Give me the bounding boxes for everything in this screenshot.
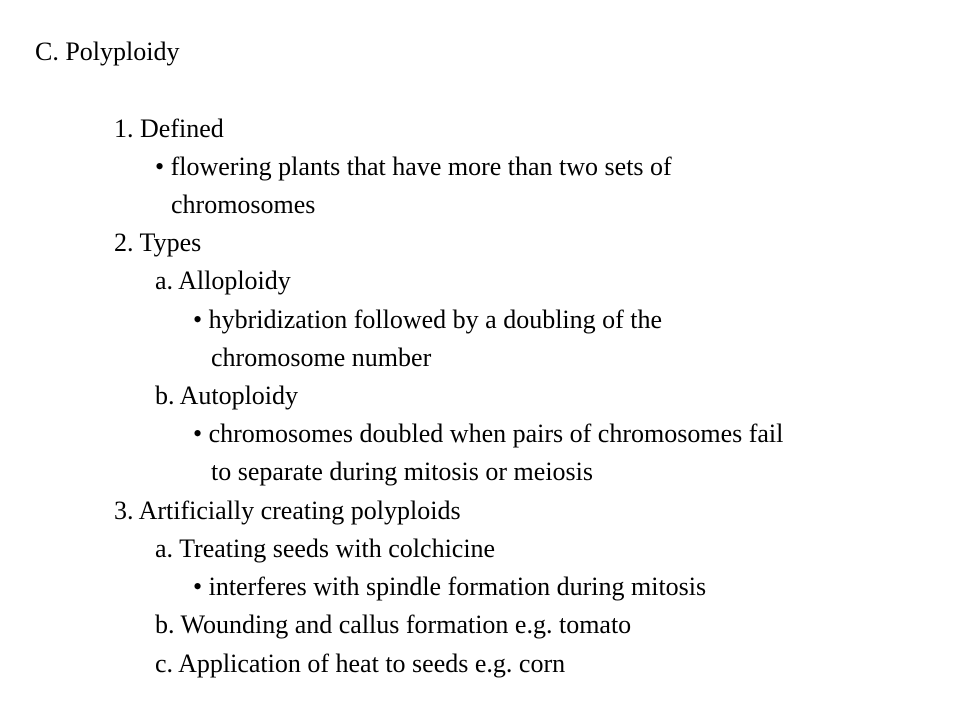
section-3a-bullet: • interferes with spindle formation during mitosis [193, 572, 707, 601]
section-2b-label: b. Autoploidy [155, 381, 299, 410]
section-2b-bullet-cont: to separate during mitosis or meiosis [211, 457, 594, 486]
section-1-bullet: • flowering plants that have more than two sets of [155, 152, 672, 181]
section-1-bullet-cont: chromosomes [171, 190, 316, 219]
section-3c-label: c. Application of heat to seeds e.g. corn [155, 649, 566, 678]
section-2a-bullet-cont: chromosome number [211, 343, 432, 372]
section-3b-label: b. Wounding and callus formation e.g. tomato [155, 610, 632, 639]
section-3-title: 3. Artificially creating polyploids [114, 496, 461, 525]
section-2a-bullet: • hybridization followed by a doubling of the [193, 305, 663, 334]
section-2-title: 2. Types [114, 228, 202, 257]
section-3a-label: a. Treating seeds with colchicine [155, 534, 496, 563]
section-2b-bullet: • chromosomes doubled when pairs of chromosomes fail [193, 419, 784, 448]
slide-heading: C. Polyploidy [35, 37, 180, 66]
section-1-title: 1. Defined [114, 114, 224, 143]
section-2a-label: a. Alloploidy [155, 266, 291, 295]
